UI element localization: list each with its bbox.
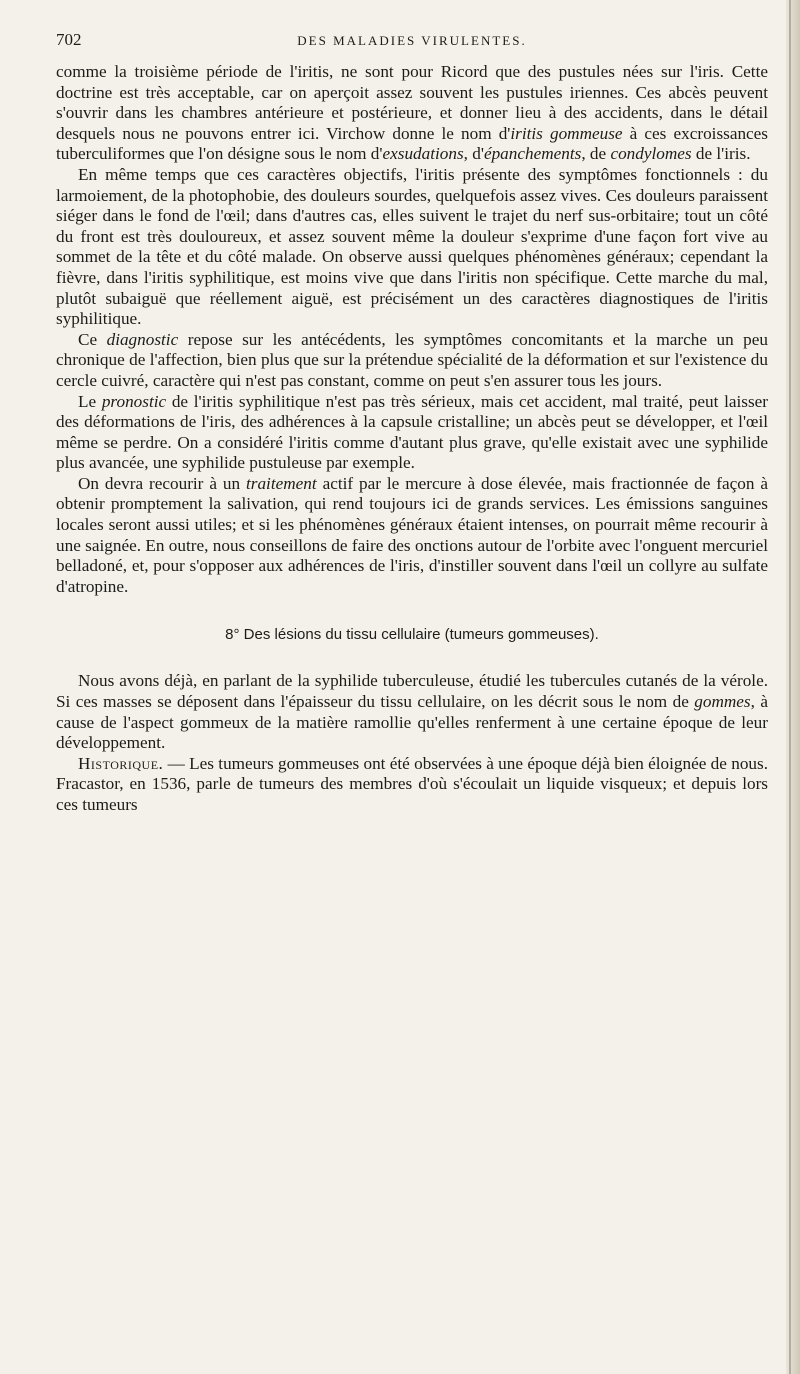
- page-header: [56, 30, 768, 54]
- paragraph-historique: Historique. — Les tumeurs gommeuses ont été observées à une époque déjà bien éloignée de nous. Fracastor, en 1536, parle de tumeurs des membres d'où s'écoulait un liquide visqueux; et depuis lors ces tumeurs: [56, 753, 768, 814]
- section-heading: 8° Des lésions du tissu cellulaire (tumeurs gommeuses).: [225, 626, 599, 644]
- paragraph-diagnostic: Ce diagnostic repose sur les antécédents, les symptômes concomitants et la marche un peu chronique de l'affection, bien plus que sur la prétendue spécialité de la déformation et sur l'existence du cercle cuivré, caractère qui n'est pas constant, comme on peut s'en assurer tous les jours.: [56, 329, 768, 390]
- body-text: [56, 62, 768, 816]
- paragraph-pronostic: Le pronostic de l'iritis syphilitique n'est pas très sérieux, mais cet accident, mal traité, peut laisser des déformations de l'iris, des adhérences à la capsule cristalline; un abcès peut se développer, et l'œil même se perdre. On a considéré l'iritis comme d'autant plus grave, qu'elle existait avec une syphilide plus avancée, une syphilide pustuleuse par exemple.: [56, 391, 768, 473]
- running-head: DES MALADIES VIRULENTES.: [297, 33, 527, 48]
- paragraph-symptoms: En même temps que ces caractères objectifs, l'iritis présente des symptômes fonctionnels : du larmoiement, de la photophobie, des douleurs sourdes, quelquefois assez vives. Ces douleurs paraissent siéger dans le fond de l'œil; dans d'autres cas, elles suivent le trajet du nerf sus-orbitaire; tout un côté du front est très douloureux, et assez souvent même la douleur s'exprime d'une façon fort vive au sommet de la tête et du côté malade. On observe aussi quelques phénomènes généraux; cependant la fièvre, dans l'iritis syphilitique, est moins vive que dans l'iritis non spécifique. Cette marche du mal, plutôt subaiguë que réellement aiguë, est précisément un des caractères diagnostiques de l'iritis syphilitique.: [56, 164, 768, 329]
- historique-label: Historique.: [78, 753, 164, 773]
- page-number: 702: [56, 30, 82, 49]
- page-edge-line: [789, 0, 791, 1374]
- paragraph-traitement: On devra recourir à un traitement actif par le mercure à dose élevée, mais fractionnée de façon à obtenir promptement la salivation, qui rend toujours ici de grands services. Les émissions sanguines locales seront aussi utiles; et si les phénomènes généraux étaient intenses, on pourrait même recourir à une saignée. En outre, nous conseillons de faire des onctions autour de l'orbite avec l'onguent mercuriel belladoné, et, pour s'opposer aux adhérences de l'iris, d'instiller souvent dans l'œil un collyre au sulfate d'atropine.: [56, 473, 768, 596]
- paragraph-iritis-pustules: comme la troisième période de l'iritis, ne sont pour Ricord que des pustules nées sur l'iris. Cette doctrine est très acceptable, car on aperçoit assez souvent les pustules iriennes. Ces abcès peuvent s'ouvrir dans les chambres antérieure et postérieure, et donner lieu à des accidents, dans le détail desquels nous ne pouvons entrer ici. Virchow donne le nom d'iritis gommeuse à ces excroissances tuberculiformes que l'on désigne sous le nom d'exsudations, d'épanchements, de condylomes de l'iris.: [56, 62, 768, 164]
- paragraph-gommes: Nous avons déjà, en parlant de la syphilide tuberculeuse, étudié les tubercules cutanés de la vérole. Si ces masses se déposent dans l'épaisseur du tissu cellulaire, on les décrit sous le nom de gommes, à cause de l'aspect gommeux de la matière ramollie qu'elles renferment à une certaine époque de leur développement.: [56, 671, 768, 753]
